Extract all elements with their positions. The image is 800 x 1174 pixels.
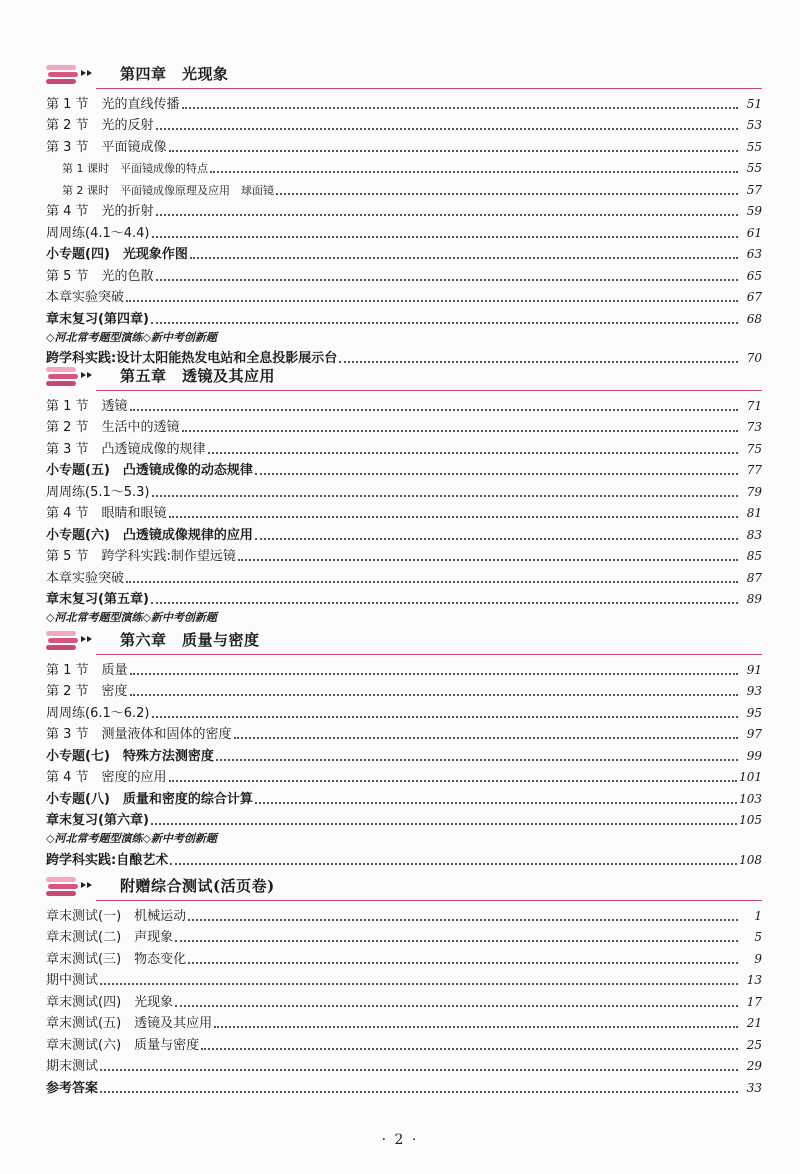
- stacked-books-icon: [46, 366, 96, 388]
- entry-title: 跨学科实践:设计太阳能热发电站和全息投影展示台: [46, 351, 338, 366]
- toc-entry[interactable]: [46, 113, 762, 135]
- entry-page: 87: [746, 570, 762, 585]
- entry-title: 第 1 课时 平面镜成像的特点: [62, 162, 208, 175]
- entry-title: 期中测试: [46, 973, 99, 988]
- dot-leader: [214, 1026, 738, 1028]
- entry-title: 第 5 节 跨学科实践:制作望远镜: [46, 549, 236, 564]
- dot-leader: [216, 759, 738, 761]
- toc-tagline: [46, 829, 762, 847]
- entry-title: 周周练(4.1～4.4): [46, 225, 150, 241]
- toc-entry[interactable]: [46, 989, 762, 1011]
- entry-page: 55: [746, 139, 762, 154]
- entry-title: 第 2 节 光的反射: [46, 118, 154, 133]
- entry-page: 68: [746, 311, 762, 326]
- toc-tagline: [46, 328, 762, 346]
- toc-entry[interactable]: [46, 1011, 762, 1033]
- toc-entry[interactable]: [46, 436, 762, 458]
- toc-entry[interactable]: [46, 587, 762, 609]
- entry-page: 29: [746, 1059, 762, 1073]
- stacked-books-icon: [46, 630, 96, 652]
- entry-page: 95: [746, 705, 762, 720]
- dot-leader: [169, 516, 738, 518]
- toc-entry[interactable]: [46, 679, 762, 701]
- entry-title: 周周练(5.1～5.3): [46, 484, 150, 500]
- chapter-header: [46, 60, 762, 90]
- entry-page: 21: [746, 1016, 762, 1030]
- entry-page: 55: [746, 161, 762, 175]
- tagline-text: ◇河北常考题型演练◇新中考创新题: [46, 611, 217, 624]
- dot-leader: [126, 581, 738, 583]
- toc-tagline: [46, 608, 762, 626]
- entry-title: 第 2 节 生活中的透镜: [46, 420, 180, 435]
- entry-page: 105: [739, 813, 762, 827]
- entry-title: 章末测试(三) 物态变化: [46, 951, 187, 967]
- toc-entry[interactable]: [46, 1054, 762, 1076]
- entry-title: 本章实验突破: [46, 570, 125, 586]
- entry-page: 85: [746, 549, 762, 563]
- entry-title: 第 1 节 质量: [46, 662, 128, 678]
- toc-entry[interactable]: [46, 415, 762, 437]
- dot-leader: [151, 322, 738, 324]
- dot-leader: [208, 452, 738, 454]
- entry-title: 小专题(八) 质量和密度的综合计算: [46, 791, 253, 807]
- entry-title: 第 1 节 光的直线传播: [46, 96, 180, 112]
- dot-leader: [190, 257, 738, 259]
- dot-leader: [152, 495, 739, 497]
- chapter-title: 第六章 质量与密度: [120, 631, 260, 649]
- chapter-6: [46, 626, 762, 869]
- dot-leader: [170, 863, 737, 865]
- dot-leader: [169, 780, 738, 782]
- toc-entry[interactable]: [46, 263, 762, 285]
- entry-page: 1: [754, 908, 762, 923]
- entry-title: 章末复习(第五章): [46, 592, 149, 607]
- entry-title: 章末测试(二) 声现象: [46, 930, 174, 945]
- entry-title: 期末测试: [46, 1059, 99, 1074]
- entry-page: 70: [746, 351, 762, 365]
- entry-page: 65: [746, 268, 762, 283]
- entry-page: 99: [746, 748, 762, 763]
- chapter-rule: [96, 88, 762, 89]
- dot-leader: [188, 962, 738, 964]
- chapter-header: [46, 872, 762, 902]
- chapter-4: [46, 60, 762, 367]
- dot-leader: [255, 538, 738, 540]
- tagline-text: ◇河北常考题型演练◇新中考创新题: [46, 330, 217, 344]
- toc-entry[interactable]: [46, 199, 762, 221]
- entry-page: 63: [746, 247, 762, 261]
- dot-leader: [210, 171, 738, 173]
- entry-title: 第 1 节 透镜: [46, 398, 128, 414]
- dot-leader: [201, 1048, 738, 1050]
- toc-entry[interactable]: [46, 522, 762, 544]
- entry-title: 章末复习(第四章): [46, 311, 149, 327]
- entry-page: 25: [746, 1037, 762, 1052]
- toc-entry[interactable]: [46, 722, 762, 744]
- entry-page: 53: [746, 118, 762, 132]
- chapter-title: 第四章 光现象: [120, 65, 229, 83]
- entry-page: 91: [746, 662, 762, 677]
- toc-entry[interactable]: [46, 786, 762, 808]
- dot-leader: [100, 1069, 738, 1071]
- chapter-title: 附赠综合测试(活页卷): [120, 877, 275, 895]
- entry-page: 73: [746, 420, 762, 434]
- entry-title: 小专题(五) 凸透镜成像的动态规律: [46, 463, 253, 478]
- toc-entry[interactable]: [46, 306, 762, 328]
- dot-leader: [151, 602, 738, 604]
- entry-title: 第 3 节 平面镜成像: [46, 139, 167, 155]
- tagline-text: ◇河北常考题型演练◇新中考创新题: [46, 832, 217, 845]
- entry-page: 97: [746, 727, 762, 741]
- toc-entry[interactable]: [46, 700, 762, 722]
- toc-entry[interactable]: [46, 968, 762, 990]
- entry-page: 59: [746, 204, 762, 218]
- dot-leader: [238, 559, 738, 561]
- entry-title: 章末测试(五) 透镜及其应用: [46, 1016, 213, 1031]
- dot-leader: [130, 409, 738, 411]
- entry-title: 第 4 节 光的折射: [46, 204, 154, 219]
- stacked-books-icon: [46, 876, 96, 898]
- entry-title: 章末测试(六) 质量与密度: [46, 1037, 200, 1053]
- toc-entry[interactable]: [46, 242, 762, 264]
- toc-entry[interactable]: [46, 544, 762, 566]
- toc-entry[interactable]: [46, 220, 762, 242]
- dot-leader: [188, 919, 738, 921]
- dot-leader: [152, 716, 739, 718]
- toc-entry[interactable]: [46, 1075, 762, 1097]
- entry-page: 75: [746, 441, 762, 456]
- chapter-5: [46, 362, 762, 626]
- dot-leader: [255, 802, 737, 804]
- entry-title: 第 4 节 密度的应用: [46, 770, 167, 785]
- toc-entry[interactable]: [46, 565, 762, 587]
- toc-entry[interactable]: [46, 285, 762, 307]
- chapter-rule: [96, 900, 762, 901]
- toc-subentry[interactable]: [46, 177, 762, 199]
- entry-title: 章末测试(四) 光现象: [46, 994, 174, 1010]
- chapter-rule: [96, 654, 762, 655]
- entry-title: 本章实验突破: [46, 290, 125, 305]
- toc-entry[interactable]: [46, 903, 762, 925]
- dot-leader: [175, 1005, 738, 1007]
- chapter-title: 第五章 透镜及其应用: [120, 367, 276, 385]
- toc-entry[interactable]: [46, 501, 762, 523]
- dot-leader: [151, 823, 737, 825]
- toc-entry[interactable]: [46, 1032, 762, 1054]
- toc-entry[interactable]: [46, 134, 762, 156]
- entry-title: 参考答案: [46, 1080, 99, 1096]
- entry-page: 83: [746, 527, 762, 542]
- entry-page: 81: [746, 506, 762, 520]
- dot-leader: [182, 107, 738, 109]
- entry-page: 61: [746, 225, 762, 240]
- entry-page: 17: [746, 994, 762, 1009]
- dot-leader: [126, 300, 738, 302]
- dot-leader: [152, 236, 739, 238]
- toc-entry[interactable]: [46, 946, 762, 968]
- dot-leader: [100, 983, 738, 985]
- entry-page: 33: [746, 1080, 762, 1095]
- entry-title: 第 2 课时 平面镜成像原理及应用 球面镜: [62, 183, 274, 197]
- chapter-header: [46, 362, 762, 392]
- entry-title: 章末测试(一) 机械运动: [46, 908, 187, 924]
- entry-page: 51: [746, 96, 762, 111]
- chapter-header: [46, 626, 762, 656]
- entry-title: 章末复习(第六章): [46, 813, 149, 828]
- entry-title: 周周练(6.1～6.2): [46, 705, 150, 721]
- dot-leader: [156, 279, 738, 281]
- entry-page: 108: [739, 852, 762, 867]
- entry-page: 101: [739, 770, 762, 784]
- dot-leader: [169, 150, 738, 152]
- toc-entry[interactable]: [46, 847, 762, 869]
- toc-entry[interactable]: [46, 765, 762, 787]
- toc-entry[interactable]: [46, 925, 762, 947]
- entry-page: 9: [754, 951, 762, 966]
- entry-page: 93: [746, 684, 762, 698]
- toc-entry[interactable]: [46, 91, 762, 113]
- toc-subentry[interactable]: [46, 156, 762, 178]
- entry-page: 5: [754, 930, 762, 944]
- entry-title: 小专题(四) 光现象作图: [46, 247, 188, 262]
- entry-title: 小专题(六) 凸透镜成像规律的应用: [46, 527, 253, 543]
- entry-page: 103: [739, 791, 762, 806]
- toc-entry[interactable]: [46, 393, 762, 415]
- stacked-books-icon: [46, 64, 96, 86]
- page-number: · 2 ·: [381, 1132, 419, 1148]
- entry-page: 67: [746, 290, 762, 304]
- dot-leader: [156, 214, 738, 216]
- chapter-rule: [96, 390, 762, 391]
- entry-page: 77: [746, 463, 762, 477]
- dot-leader: [175, 940, 738, 942]
- dot-leader: [156, 128, 738, 130]
- toc-entry[interactable]: [46, 458, 762, 480]
- dot-leader: [100, 1091, 738, 1093]
- supplementary-tests: [46, 872, 762, 1097]
- entry-page: 79: [746, 484, 762, 499]
- toc-entry[interactable]: [46, 808, 762, 830]
- toc-entry[interactable]: [46, 657, 762, 679]
- entry-title: 第 3 节 测量液体和固体的密度: [46, 727, 232, 742]
- entry-title: 第 5 节 光的色散: [46, 268, 154, 284]
- entry-title: 第 4 节 眼睛和眼镜: [46, 506, 167, 521]
- toc-entry[interactable]: [46, 479, 762, 501]
- dot-leader: [255, 473, 738, 475]
- dot-leader: [234, 737, 738, 739]
- dot-leader: [130, 694, 738, 696]
- dot-leader: [182, 430, 738, 432]
- dot-leader: [130, 673, 738, 675]
- entry-page: 89: [746, 592, 762, 606]
- entry-page: 71: [746, 398, 762, 413]
- entry-title: 跨学科实践:自酿艺术: [46, 852, 169, 868]
- toc-entry[interactable]: [46, 743, 762, 765]
- entry-title: 小专题(七) 特殊方法测密度: [46, 748, 214, 764]
- entry-page: 57: [746, 182, 762, 197]
- entry-title: 第 3 节 凸透镜成像的规律: [46, 441, 206, 457]
- entry-page: 13: [746, 973, 762, 987]
- dot-leader: [276, 193, 738, 195]
- entry-title: 第 2 节 密度: [46, 684, 128, 699]
